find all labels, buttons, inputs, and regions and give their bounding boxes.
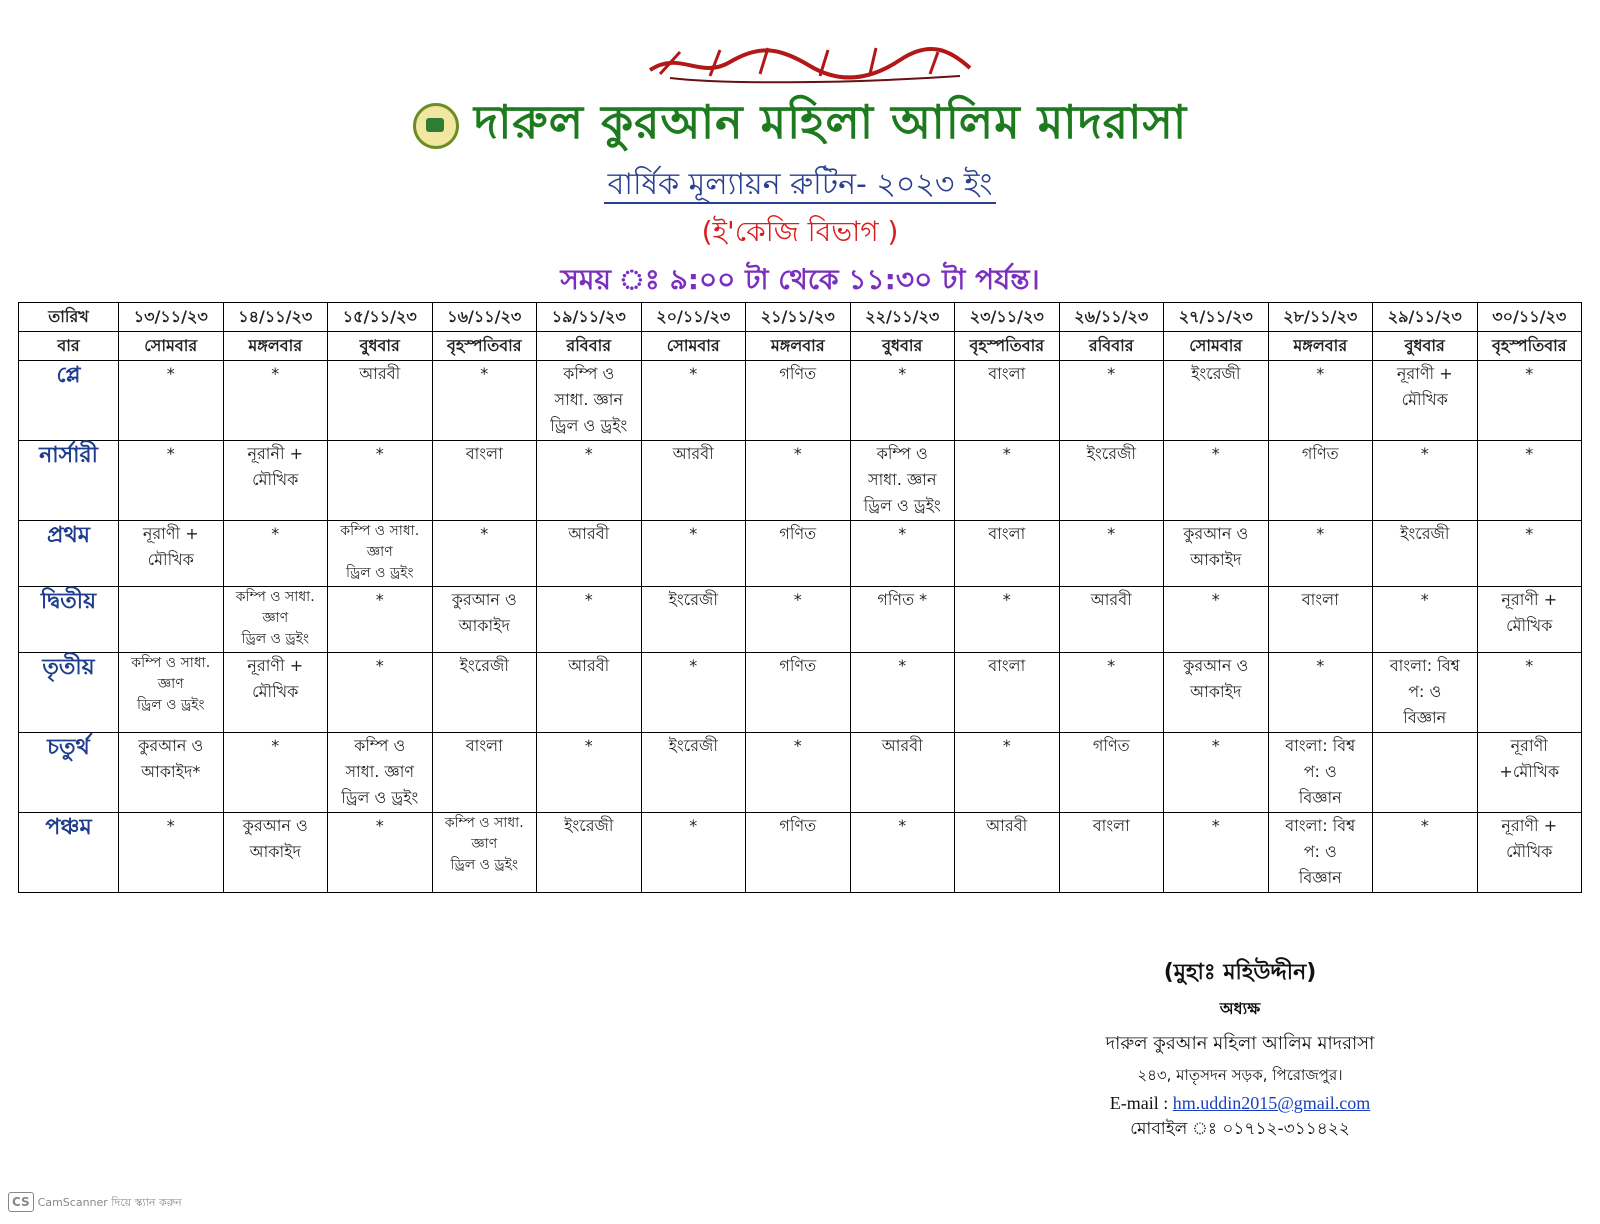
subject-cell-text: কুরআন ও আকাইদ xyxy=(1183,656,1249,701)
date-cell xyxy=(119,303,224,332)
subject-cell-text: * xyxy=(1002,444,1011,463)
subject-cell-text: গণিত xyxy=(1301,444,1339,463)
class-name-cell-text: প্রথম xyxy=(47,523,90,548)
subject-cell-text: গণিত xyxy=(779,524,817,543)
camscanner-watermark xyxy=(8,1192,182,1213)
subject-cell-text: নূরাণী +মৌখিক xyxy=(1499,736,1560,781)
class-name-cell xyxy=(19,653,119,733)
date-row xyxy=(19,303,1582,332)
date-cell-text: ২৩/১১/২৩ xyxy=(969,307,1044,326)
subject-cell xyxy=(223,813,328,893)
date-cell-text: ১৩/১১/২৩ xyxy=(133,307,208,326)
weekday-cell-text: সোমবার xyxy=(1189,336,1243,355)
subject-cell-text: * xyxy=(898,816,907,835)
subject-cell-text: বাংলা: বিশ্ব প: ও বিজ্ঞান xyxy=(1285,736,1356,807)
subject-cell-text: নূরাণী + মৌখিক xyxy=(1396,364,1453,409)
subject-cell xyxy=(328,441,433,521)
subject-cell xyxy=(1477,521,1582,587)
subject-cell-text: * xyxy=(375,656,384,675)
subject-cell-text: * xyxy=(898,524,907,543)
date-cell-text: ২৬/১১/২৩ xyxy=(1074,307,1149,326)
subject-cell xyxy=(850,653,955,733)
weekday-cell-text: রবিবার xyxy=(1088,336,1134,355)
signature-block xyxy=(1100,955,1380,1144)
subject-cell-text: * xyxy=(1107,524,1116,543)
subject-cell xyxy=(223,733,328,813)
subject-cell xyxy=(328,733,433,813)
class-name-cell xyxy=(19,813,119,893)
weekday-cell-text: বৃহস্পতিবার xyxy=(446,336,522,355)
subject-cell-text: কুরআন ও আকাইদ xyxy=(1183,524,1249,569)
subject-cell-text: নূরাণী + মৌখিক xyxy=(1501,816,1558,861)
weekday-cell-text: বুধবার xyxy=(1404,336,1445,355)
subject-cell-text: * xyxy=(1002,590,1011,609)
subject-cell-text: গণিত xyxy=(779,364,817,383)
weekday-cell xyxy=(850,332,955,361)
subject-cell-text: * xyxy=(584,590,593,609)
date-cell xyxy=(641,303,746,332)
subject-cell xyxy=(746,521,851,587)
weekday-cell xyxy=(119,332,224,361)
signatory-role: অধ্যক্ষ xyxy=(1219,999,1261,1018)
subject-cell-text: আরবী xyxy=(986,816,1028,835)
date-cell-text: ১৯/১১/২৩ xyxy=(551,307,626,326)
subject-cell xyxy=(641,521,746,587)
camscanner-text: CamScanner দিয়ে স্ক্যান করুন xyxy=(37,1196,182,1209)
weekday-cell-text: বুধবার xyxy=(359,336,400,355)
subject-cell xyxy=(328,361,433,441)
subject-cell xyxy=(432,813,537,893)
subject-cell-text: ইংরেজী xyxy=(1400,524,1450,543)
subject-cell-text: * xyxy=(480,364,489,383)
subject-cell-text: * xyxy=(689,816,698,835)
table-row xyxy=(19,361,1582,441)
page-title: দারুল কুরআন মহিলা আলিম মাদরাসা xyxy=(473,95,1188,149)
subject-cell-text: বাংলা: বিশ্ব প: ও বিজ্ঞান xyxy=(1285,816,1356,887)
subject-cell xyxy=(955,441,1060,521)
subject-cell-text: কম্পি ও সাধা. জ্ঞান ড্রিল ও ড্রইং xyxy=(550,364,628,435)
subject-cell-text: * xyxy=(1211,590,1220,609)
subject-cell xyxy=(1477,653,1582,733)
subject-cell xyxy=(1268,813,1373,893)
date-cell-text: ২৮/১১/২৩ xyxy=(1283,307,1358,326)
email-label: E-mail : xyxy=(1109,1093,1173,1113)
subject-cell-text: * xyxy=(480,524,489,543)
subject-cell xyxy=(1268,521,1373,587)
subject-cell xyxy=(223,361,328,441)
date-cell xyxy=(1059,303,1164,332)
subject-cell xyxy=(1373,361,1478,441)
weekday-cell xyxy=(1373,332,1478,361)
subject-cell xyxy=(641,441,746,521)
subject-cell xyxy=(1059,361,1164,441)
subject-cell-text: * xyxy=(1525,364,1534,383)
subject-cell-text: ইংরেজী xyxy=(459,656,509,675)
subject-cell xyxy=(119,587,224,653)
subject-cell xyxy=(119,813,224,893)
subject-cell-text: ইংরেজী xyxy=(668,590,718,609)
class-name-cell xyxy=(19,587,119,653)
subject-cell xyxy=(1164,441,1269,521)
subject-cell xyxy=(1373,521,1478,587)
weekday-cell-text: বৃহস্পতিবার xyxy=(1491,336,1567,355)
date-cell xyxy=(1268,303,1373,332)
subject-cell xyxy=(1373,441,1478,521)
subject-cell xyxy=(850,361,955,441)
subject-cell xyxy=(1164,653,1269,733)
subject-cell xyxy=(432,521,537,587)
subject-cell-text: * xyxy=(166,444,175,463)
title-row xyxy=(0,88,1600,164)
subject-cell xyxy=(1059,587,1164,653)
subject-cell xyxy=(1477,587,1582,653)
subject-cell-text: গণিত * xyxy=(877,590,928,609)
subject-cell xyxy=(1373,813,1478,893)
table-row xyxy=(19,521,1582,587)
date-cell xyxy=(955,303,1060,332)
subject-cell xyxy=(955,361,1060,441)
subject-cell xyxy=(119,521,224,587)
date-cell xyxy=(850,303,955,332)
madrasa-logo-icon xyxy=(413,103,459,149)
subject-cell xyxy=(1477,361,1582,441)
class-name-cell-text: চতুর্থ xyxy=(47,735,90,760)
subject-cell-text: কম্পি ও সাধা. জ্ঞাণ ড্রিল ও ড্রইং xyxy=(341,736,419,807)
subject-cell-text: ইংরেজী xyxy=(564,816,614,835)
subject-cell xyxy=(223,521,328,587)
subject-cell xyxy=(1164,587,1269,653)
signatory-email-line xyxy=(1100,1093,1380,1114)
date-cell xyxy=(537,303,642,332)
subject-cell xyxy=(641,653,746,733)
subject-cell xyxy=(1268,653,1373,733)
subject-cell-text: কম্পি ও সাধা. জ্ঞাণ ড্রিল ও ড্রইং xyxy=(444,815,524,873)
subject-cell xyxy=(1164,813,1269,893)
subject-cell-text: * xyxy=(793,444,802,463)
subject-cell xyxy=(641,587,746,653)
subject-cell-text: * xyxy=(1316,656,1325,675)
weekday-cell-text: মঙ্গলবার xyxy=(770,336,825,355)
subject-cell xyxy=(1373,587,1478,653)
subject-cell xyxy=(223,653,328,733)
subject-cell xyxy=(1059,521,1164,587)
subject-cell-text: * xyxy=(1107,656,1116,675)
department-label: (ই'কেজি বিভাগ ) xyxy=(701,215,899,248)
table-row xyxy=(19,813,1582,893)
routine-subtitle xyxy=(0,160,1600,211)
date-cell-text: ১৪/১১/২৩ xyxy=(238,307,313,326)
subject-cell-text: ইংরেজী xyxy=(1086,444,1136,463)
subject-cell xyxy=(955,813,1060,893)
subject-cell xyxy=(1477,441,1582,521)
subject-cell-text: * xyxy=(375,590,384,609)
table-row xyxy=(19,441,1582,521)
weekday-cell xyxy=(1477,332,1582,361)
subject-cell xyxy=(223,441,328,521)
subject-cell xyxy=(1059,441,1164,521)
date-cell-text: ২৯/১১/২৩ xyxy=(1387,307,1462,326)
subject-cell xyxy=(746,441,851,521)
date-cell-text: ৩০/১১/২৩ xyxy=(1492,307,1567,326)
subject-cell xyxy=(432,361,537,441)
subject-cell xyxy=(119,361,224,441)
subject-cell-text: * xyxy=(1525,444,1534,463)
subject-cell xyxy=(1268,361,1373,441)
subject-cell xyxy=(432,441,537,521)
subject-cell-text: * xyxy=(166,364,175,383)
subject-cell xyxy=(850,733,955,813)
date-cell xyxy=(1477,303,1582,332)
signatory-address: ২৪৩, মাতৃসদন সড়ক, পিরোজপুর। xyxy=(1137,1066,1343,1084)
subject-cell-text: আরবী xyxy=(568,656,610,675)
subject-cell-text: * xyxy=(1316,524,1325,543)
weekday-cell-text: সোমবার xyxy=(666,336,720,355)
subject-cell-text: কুরআন ও আকাইদ xyxy=(242,816,308,861)
subject-cell-text: নূরানী + মৌখিক xyxy=(247,444,304,489)
subject-cell xyxy=(537,441,642,521)
subject-cell xyxy=(1373,733,1478,813)
subject-cell-text: * xyxy=(375,444,384,463)
subject-cell-text: * xyxy=(1002,736,1011,755)
subject-cell xyxy=(119,733,224,813)
weekday-row xyxy=(19,332,1582,361)
subject-cell xyxy=(746,361,851,441)
routine-table-body xyxy=(19,303,1582,893)
subject-cell xyxy=(746,653,851,733)
date-cell xyxy=(328,303,433,332)
subject-cell-text: * xyxy=(584,444,593,463)
subject-cell xyxy=(537,521,642,587)
subject-cell-text: * xyxy=(793,736,802,755)
date-cell xyxy=(432,303,537,332)
weekday-cell-text: মঙ্গলবার xyxy=(248,336,303,355)
subject-cell-text: বাংলা: বিশ্ব প: ও বিজ্ঞান xyxy=(1389,656,1460,727)
subject-cell xyxy=(432,653,537,733)
subject-cell-text: কুরআন ও আকাইদ* xyxy=(138,736,204,781)
subject-cell xyxy=(850,813,955,893)
table-row xyxy=(19,733,1582,813)
subject-cell-text: * xyxy=(271,736,280,755)
subject-cell xyxy=(328,587,433,653)
subject-cell xyxy=(850,441,955,521)
subject-cell xyxy=(850,521,955,587)
subject-cell-text: * xyxy=(584,736,593,755)
weekday-cell-text: বৃহস্পতিবার xyxy=(969,336,1045,355)
date-cell xyxy=(1164,303,1269,332)
subject-cell-text: কম্পি ও সাধা. জ্ঞান ড্রিল ও ড্রইং xyxy=(863,444,941,515)
signatory-mobile: মোবাইল ঃ ০১৭১২-৩১১৪২২ xyxy=(1130,1119,1350,1139)
subject-cell xyxy=(641,733,746,813)
subject-cell xyxy=(1164,733,1269,813)
subject-cell xyxy=(850,587,955,653)
subject-cell-text: বাংলা xyxy=(465,736,503,755)
class-name-cell xyxy=(19,521,119,587)
weekday-header-label-text: বার xyxy=(57,336,80,355)
date-header-label xyxy=(19,303,119,332)
weekday-cell-text: সোমবার xyxy=(144,336,198,355)
subject-cell xyxy=(537,361,642,441)
subject-cell-text: * xyxy=(1211,444,1220,463)
subject-cell-text: কম্পি ও সাধা. জ্ঞাণ ড্রিল ও ড্রইং xyxy=(340,523,420,581)
subject-cell xyxy=(1373,653,1478,733)
subject-cell xyxy=(119,653,224,733)
subject-cell-text: বাংলা xyxy=(465,444,503,463)
subject-cell-text: কম্পি ও সাধা. জ্ঞাণ ড্রিল ও ড্রইং xyxy=(235,589,315,647)
subject-cell-text: * xyxy=(1316,364,1325,383)
weekday-cell xyxy=(432,332,537,361)
subject-cell xyxy=(1059,653,1164,733)
subject-cell-text: কুরআন ও আকাইদ xyxy=(451,590,517,635)
weekday-cell xyxy=(1164,332,1269,361)
weekday-cell xyxy=(537,332,642,361)
subject-cell-text: কম্পি ও সাধা. জ্ঞাণ ড্রিল ও ড্রইং xyxy=(131,655,211,713)
weekday-cell-text: মঙ্গলবার xyxy=(1293,336,1348,355)
subject-cell xyxy=(1268,587,1373,653)
class-name-cell-text: প্লে xyxy=(56,363,81,388)
subject-cell xyxy=(537,653,642,733)
subject-cell-text: * xyxy=(1420,444,1429,463)
date-cell-text: ১৬/১১/২৩ xyxy=(447,307,522,326)
weekday-header-label xyxy=(19,332,119,361)
subject-cell-text: * xyxy=(1525,524,1534,543)
subject-cell-text: * xyxy=(1525,656,1534,675)
subject-cell-text: * xyxy=(793,590,802,609)
subject-cell xyxy=(1164,361,1269,441)
subject-cell-text: নূরাণী + মৌখিক xyxy=(247,656,304,701)
subject-cell xyxy=(1059,733,1164,813)
subject-cell xyxy=(1477,733,1582,813)
subject-cell-text: আরবী xyxy=(881,736,923,755)
subject-cell-text: * xyxy=(689,656,698,675)
subject-cell xyxy=(1059,813,1164,893)
class-name-cell xyxy=(19,733,119,813)
subject-cell-text: গণিত xyxy=(1092,736,1130,755)
subtitle-text: বার্ষিক মূল্যায়ন রুটিন- ২০২৩ ইং xyxy=(604,167,997,204)
table-row xyxy=(19,587,1582,653)
subject-cell xyxy=(328,653,433,733)
subject-cell xyxy=(1477,813,1582,893)
subject-cell-text: * xyxy=(1107,364,1116,383)
subject-cell xyxy=(1164,521,1269,587)
weekday-cell xyxy=(1268,332,1373,361)
weekday-cell xyxy=(955,332,1060,361)
subject-cell-text: * xyxy=(1420,590,1429,609)
subject-cell-text: বাংলা xyxy=(988,364,1026,383)
subject-cell xyxy=(537,587,642,653)
subject-cell xyxy=(955,733,1060,813)
class-name-cell xyxy=(19,361,119,441)
subject-cell-text: আরবী xyxy=(1090,590,1132,609)
subject-cell-text: * xyxy=(689,364,698,383)
signatory-name: (মুহাঃ মহিউদ্দীন) xyxy=(1163,960,1317,985)
subject-cell-text: * xyxy=(1211,736,1220,755)
class-name-cell-text: দ্বিতীয় xyxy=(40,589,97,614)
signatory-institution: দারুল কুরআন মহিলা আলিম মাদরাসা xyxy=(1105,1033,1375,1054)
subject-cell xyxy=(223,587,328,653)
subject-cell-text: * xyxy=(271,524,280,543)
subject-cell-text: আরবী xyxy=(672,444,714,463)
subject-cell xyxy=(955,587,1060,653)
date-cell-text: ২০/১১/২৩ xyxy=(656,307,731,326)
subject-cell-text: বাংলা xyxy=(1092,816,1130,835)
routine-table xyxy=(18,302,1582,893)
date-cell xyxy=(746,303,851,332)
subject-cell-text: * xyxy=(1420,816,1429,835)
date-header-label-text: তারিখ xyxy=(48,307,89,326)
subject-cell-text: * xyxy=(898,364,907,383)
date-cell-text: ২৭/১১/২৩ xyxy=(1178,307,1253,326)
subject-cell xyxy=(328,521,433,587)
weekday-cell xyxy=(328,332,433,361)
subject-cell-text: নূরাণী + মৌখিক xyxy=(142,524,199,569)
subject-cell-text: বাংলা xyxy=(988,524,1026,543)
subject-cell xyxy=(1268,733,1373,813)
date-cell xyxy=(223,303,328,332)
subject-cell-text: * xyxy=(271,364,280,383)
date-cell xyxy=(1373,303,1478,332)
subject-cell xyxy=(432,587,537,653)
class-name-cell-text: নার্সারী xyxy=(39,443,98,468)
subject-cell-text: বাংলা xyxy=(988,656,1026,675)
class-name-cell xyxy=(19,441,119,521)
subject-cell-text: * xyxy=(166,816,175,835)
subject-cell xyxy=(955,521,1060,587)
subject-cell-text: গণিত xyxy=(779,656,817,675)
weekday-cell-text: বুধবার xyxy=(882,336,923,355)
subject-cell-text: * xyxy=(689,524,698,543)
subject-cell-text: নূরাণী + মৌখিক xyxy=(1501,590,1558,635)
camscanner-logo-icon: CS xyxy=(8,1192,34,1212)
subject-cell-text: * xyxy=(898,656,907,675)
subject-cell xyxy=(119,441,224,521)
weekday-cell xyxy=(641,332,746,361)
subject-cell xyxy=(537,733,642,813)
subject-cell-text: গণিত xyxy=(779,816,817,835)
weekday-cell-text: রবিবার xyxy=(566,336,612,355)
subject-cell xyxy=(328,813,433,893)
subject-cell-text: ইংরেজী xyxy=(668,736,718,755)
subject-cell xyxy=(746,813,851,893)
class-name-cell-text: পঞ্চম xyxy=(45,815,92,840)
class-name-cell-text: তৃতীয় xyxy=(42,655,95,680)
subject-cell xyxy=(746,733,851,813)
subject-cell-text: আরবী xyxy=(359,364,401,383)
subject-cell xyxy=(641,813,746,893)
table-row xyxy=(19,653,1582,733)
weekday-cell xyxy=(746,332,851,361)
email-link[interactable]: hm.uddin2015@gmail.com xyxy=(1172,1093,1371,1113)
subject-cell xyxy=(1268,441,1373,521)
subject-cell xyxy=(432,733,537,813)
subject-cell xyxy=(955,653,1060,733)
subject-cell-text: ইংরেজী xyxy=(1191,364,1241,383)
subject-cell xyxy=(537,813,642,893)
subject-cell xyxy=(641,361,746,441)
exam-timing: সময় ঃ ৯:০০ টা থেকে ১১:৩০ টা পর্যন্ত। xyxy=(560,263,1040,296)
subject-cell-text: * xyxy=(375,816,384,835)
weekday-cell xyxy=(1059,332,1164,361)
subject-cell xyxy=(746,587,851,653)
weekday-cell xyxy=(223,332,328,361)
subject-cell-text: আরবী xyxy=(568,524,610,543)
date-cell-text: ১৫/১১/২৩ xyxy=(342,307,417,326)
subject-cell-text: * xyxy=(1211,816,1220,835)
bismillah-calligraphy xyxy=(640,40,980,84)
subject-cell-text: বাংলা xyxy=(1301,590,1339,609)
date-cell-text: ২১/১১/২৩ xyxy=(760,307,835,326)
date-cell-text: ২২/১১/২৩ xyxy=(865,307,940,326)
